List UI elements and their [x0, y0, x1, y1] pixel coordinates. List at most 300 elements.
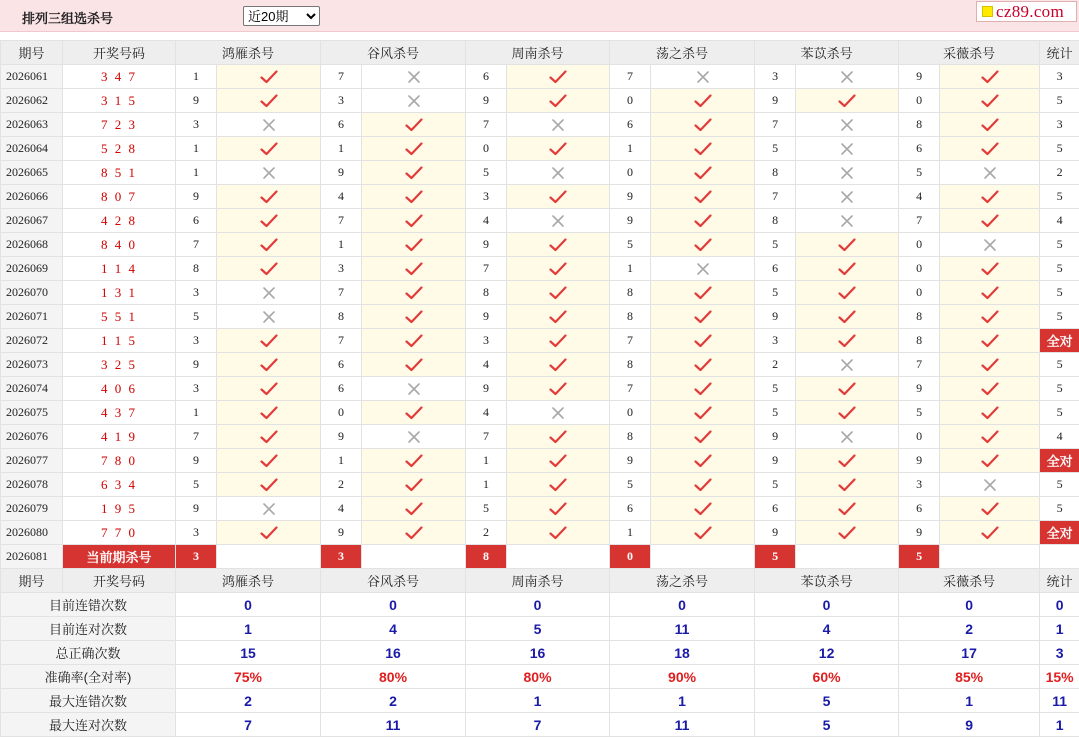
kill-number-cell: 5	[899, 401, 940, 425]
header-expert: 荡之杀号	[610, 41, 755, 65]
check-icon	[940, 425, 1040, 449]
kill-number-cell: 5	[899, 161, 940, 185]
kill-number-cell: 7	[755, 113, 796, 137]
table-row	[1, 257, 1079, 281]
kill-number-cell: 2	[321, 473, 362, 497]
table-row	[1, 521, 1079, 545]
kill-number-cell: 7	[610, 65, 651, 89]
check-icon	[217, 401, 321, 425]
period-cell: 2026066	[1, 185, 63, 209]
kill-number-cell: 9	[176, 449, 217, 473]
kill-number-cell: 9	[466, 233, 507, 257]
kill-number-cell: 3	[176, 113, 217, 137]
summary-label: 准确率(全对率)	[1, 665, 176, 689]
summary-row	[1, 665, 1079, 689]
kill-number-cell: 0	[321, 401, 362, 425]
kill-number-cell: 8	[176, 257, 217, 281]
kill-number-cell: 1	[176, 137, 217, 161]
cross-icon	[507, 209, 610, 233]
period-cell: 2026069	[1, 257, 63, 281]
kill-number-cell: 6	[610, 113, 651, 137]
kill-number-cell: 8	[321, 305, 362, 329]
summary-label: 总正确次数	[1, 641, 176, 665]
summary-value: 9	[899, 713, 1040, 737]
check-icon	[651, 521, 755, 545]
empty-cell	[217, 545, 321, 569]
check-icon	[217, 137, 321, 161]
draw-number-cell: 7 7 0	[63, 521, 176, 545]
current-kill-number: 5	[899, 545, 940, 569]
kill-number-cell: 7	[321, 281, 362, 305]
header-period: 期号	[1, 569, 63, 593]
check-icon	[362, 185, 466, 209]
check-icon	[507, 137, 610, 161]
kill-number-cell: 5	[755, 281, 796, 305]
check-icon	[940, 137, 1040, 161]
period-cell: 2026079	[1, 497, 63, 521]
table-row	[1, 185, 1079, 209]
period-cell: 2026061	[1, 65, 63, 89]
kill-number-cell: 9	[899, 521, 940, 545]
check-icon	[940, 257, 1040, 281]
draw-number-cell: 1 9 5	[63, 497, 176, 521]
period-cell: 2026068	[1, 233, 63, 257]
table-row	[1, 233, 1079, 257]
cross-icon	[796, 65, 899, 89]
range-select[interactable]	[243, 6, 320, 26]
kill-number-cell: 6	[321, 353, 362, 377]
summary-stat: 15%	[1040, 665, 1079, 689]
kill-number-cell: 9	[610, 209, 651, 233]
kill-number-cell: 1	[321, 233, 362, 257]
check-icon	[651, 425, 755, 449]
summary-stat: 0	[1040, 593, 1079, 617]
check-icon	[940, 497, 1040, 521]
kill-number-cell: 5	[466, 497, 507, 521]
kill-number-cell: 2	[755, 353, 796, 377]
summary-value: 1	[899, 689, 1040, 713]
summary-value: 1	[466, 689, 610, 713]
cross-icon	[796, 161, 899, 185]
draw-number-cell: 3 1 5	[63, 89, 176, 113]
draw-number-cell: 1 1 4	[63, 257, 176, 281]
stat-cell: 3	[1040, 65, 1079, 89]
kill-number-cell: 8	[755, 209, 796, 233]
draw-number-cell: 5 2 8	[63, 137, 176, 161]
header-expert: 鸿雁杀号	[176, 569, 321, 593]
check-icon	[507, 521, 610, 545]
cross-icon	[940, 233, 1040, 257]
check-icon	[651, 329, 755, 353]
kill-number-cell: 3	[321, 89, 362, 113]
check-icon	[796, 257, 899, 281]
cross-icon	[796, 425, 899, 449]
check-icon	[362, 137, 466, 161]
period-cell: 2026062	[1, 89, 63, 113]
kill-number-cell: 9	[176, 497, 217, 521]
check-icon	[362, 113, 466, 137]
summary-value: 15	[176, 641, 321, 665]
summary-value: 5	[466, 617, 610, 641]
summary-value: 4	[755, 617, 899, 641]
kill-number-cell: 3	[466, 329, 507, 353]
check-icon	[651, 209, 755, 233]
period-cell: 2026078	[1, 473, 63, 497]
table-row	[1, 281, 1079, 305]
kill-number-cell: 7	[466, 113, 507, 137]
kill-number-cell: 9	[899, 449, 940, 473]
header-expert: 鸿雁杀号	[176, 41, 321, 65]
period-cell: 2026070	[1, 281, 63, 305]
check-icon	[651, 185, 755, 209]
kill-number-cell: 0	[899, 425, 940, 449]
check-icon	[507, 185, 610, 209]
kill-number-cell: 9	[610, 185, 651, 209]
header-expert: 采薇杀号	[899, 41, 1040, 65]
check-icon	[651, 401, 755, 425]
cross-icon	[507, 161, 610, 185]
kill-number-cell: 8	[610, 305, 651, 329]
kill-number-cell: 3	[321, 257, 362, 281]
current-kill-number: 0	[610, 545, 651, 569]
check-icon	[217, 257, 321, 281]
kill-number-cell: 8	[610, 353, 651, 377]
check-icon	[507, 497, 610, 521]
check-icon	[651, 137, 755, 161]
summary-value: 2	[321, 689, 466, 713]
period-cell: 2026075	[1, 401, 63, 425]
check-icon	[651, 161, 755, 185]
kill-number-cell: 9	[321, 521, 362, 545]
kill-number-cell: 6	[466, 65, 507, 89]
kill-number-cell: 5	[176, 473, 217, 497]
kill-number-cell: 3	[176, 329, 217, 353]
summary-row	[1, 713, 1079, 737]
kill-number-cell: 7	[321, 65, 362, 89]
kill-number-cell: 4	[321, 185, 362, 209]
stat-cell: 4	[1040, 209, 1079, 233]
kill-number-cell: 0	[899, 281, 940, 305]
check-icon	[217, 521, 321, 545]
summary-value: 17	[899, 641, 1040, 665]
check-icon	[507, 377, 610, 401]
stat-cell: 5	[1040, 233, 1079, 257]
kill-number-cell: 5	[755, 473, 796, 497]
kill-number-cell: 9	[899, 377, 940, 401]
period-cell: 2026063	[1, 113, 63, 137]
period-cell: 2026080	[1, 521, 63, 545]
check-icon	[651, 233, 755, 257]
summary-value: 80%	[466, 665, 610, 689]
current-kill-number: 3	[321, 545, 362, 569]
kill-number-cell: 3	[899, 473, 940, 497]
check-icon	[362, 353, 466, 377]
header-expert: 谷风杀号	[321, 41, 466, 65]
kill-number-cell: 9	[176, 89, 217, 113]
kill-number-cell: 8	[610, 281, 651, 305]
summary-value: 11	[610, 617, 755, 641]
summary-value: 90%	[610, 665, 755, 689]
check-icon	[940, 281, 1040, 305]
kill-number-cell: 9	[466, 377, 507, 401]
check-icon	[507, 233, 610, 257]
kill-number-cell: 1	[610, 257, 651, 281]
table-row	[1, 377, 1079, 401]
kill-number-cell: 0	[610, 161, 651, 185]
cross-icon	[940, 161, 1040, 185]
kill-number-cell: 1	[466, 449, 507, 473]
empty-cell	[1040, 545, 1079, 569]
check-icon	[796, 329, 899, 353]
kill-number-cell: 3	[755, 65, 796, 89]
summary-label: 目前连错次数	[1, 593, 176, 617]
kill-number-cell: 1	[321, 137, 362, 161]
logo-square-icon	[982, 6, 993, 17]
kill-number-cell: 7	[755, 185, 796, 209]
stat-cell: 4	[1040, 425, 1079, 449]
cross-icon	[217, 281, 321, 305]
draw-number-cell: 7 2 3	[63, 113, 176, 137]
kill-number-cell: 7	[176, 233, 217, 257]
draw-number-cell: 3 4 7	[63, 65, 176, 89]
check-icon	[217, 377, 321, 401]
table-row	[1, 497, 1079, 521]
current-kill-number: 8	[466, 545, 507, 569]
cross-icon	[362, 65, 466, 89]
kill-number-cell: 0	[610, 89, 651, 113]
cross-icon	[217, 113, 321, 137]
kill-number-cell: 5	[755, 377, 796, 401]
empty-cell	[940, 545, 1040, 569]
summary-value: 85%	[899, 665, 1040, 689]
draw-number-cell: 8 5 1	[63, 161, 176, 185]
kill-number-table	[0, 40, 1079, 737]
cross-icon	[796, 353, 899, 377]
summary-value: 7	[176, 713, 321, 737]
stat-cell: 5	[1040, 305, 1079, 329]
stat-cell: 5	[1040, 257, 1079, 281]
kill-number-cell: 0	[466, 137, 507, 161]
stat-cell: 5	[1040, 185, 1079, 209]
kill-number-cell: 1	[466, 473, 507, 497]
header-stat: 统计	[1040, 569, 1079, 593]
draw-number-cell: 4 0 6	[63, 377, 176, 401]
table-row	[1, 113, 1079, 137]
check-icon	[362, 401, 466, 425]
cross-icon	[362, 425, 466, 449]
summary-value: 75%	[176, 665, 321, 689]
check-icon	[796, 305, 899, 329]
table-row	[1, 401, 1079, 425]
draw-number-cell: 6 3 4	[63, 473, 176, 497]
stat-cell: 5	[1040, 89, 1079, 113]
stat-cell: 5	[1040, 353, 1079, 377]
current-kill-number: 3	[176, 545, 217, 569]
kill-number-cell: 0	[610, 401, 651, 425]
kill-number-cell: 6	[176, 209, 217, 233]
check-icon	[362, 281, 466, 305]
table-row	[1, 305, 1079, 329]
check-icon	[507, 449, 610, 473]
summary-label: 最大连对次数	[1, 713, 176, 737]
summary-value: 16	[321, 641, 466, 665]
period-cell: 2026072	[1, 329, 63, 353]
kill-number-cell: 8	[755, 161, 796, 185]
check-icon	[940, 329, 1040, 353]
site-logo[interactable]	[976, 1, 1077, 22]
check-icon	[217, 425, 321, 449]
summary-stat: 3	[1040, 641, 1079, 665]
check-icon	[507, 281, 610, 305]
kill-number-cell: 9	[755, 89, 796, 113]
summary-stat: 11	[1040, 689, 1079, 713]
check-icon	[940, 377, 1040, 401]
draw-number-cell: 8 0 7	[63, 185, 176, 209]
summary-label: 目前连对次数	[1, 617, 176, 641]
table-row	[1, 473, 1079, 497]
header-expert: 苯苡杀号	[755, 569, 899, 593]
check-icon	[651, 113, 755, 137]
current-kill-label: 当前期杀号	[63, 545, 176, 569]
kill-number-cell: 6	[610, 497, 651, 521]
kill-number-cell: 6	[755, 497, 796, 521]
period-cell: 2026073	[1, 353, 63, 377]
kill-number-cell: 8	[899, 113, 940, 137]
current-kill-number: 5	[755, 545, 796, 569]
check-icon	[940, 353, 1040, 377]
check-icon	[217, 209, 321, 233]
current-period-row	[1, 545, 1079, 569]
cross-icon	[217, 161, 321, 185]
kill-number-cell: 7	[321, 329, 362, 353]
cross-icon	[940, 473, 1040, 497]
summary-value: 60%	[755, 665, 899, 689]
table-row	[1, 209, 1079, 233]
check-icon	[940, 449, 1040, 473]
kill-number-cell: 7	[899, 353, 940, 377]
kill-number-cell: 4	[466, 209, 507, 233]
cross-icon	[507, 113, 610, 137]
current-period-cell: 2026081	[1, 545, 63, 569]
stat-cell: 5	[1040, 497, 1079, 521]
check-icon	[796, 377, 899, 401]
period-cell: 2026064	[1, 137, 63, 161]
check-icon	[796, 401, 899, 425]
summary-label: 最大连错次数	[1, 689, 176, 713]
kill-number-cell: 7	[321, 209, 362, 233]
empty-cell	[362, 545, 466, 569]
kill-number-cell: 6	[755, 257, 796, 281]
kill-number-cell: 9	[176, 353, 217, 377]
check-icon	[651, 377, 755, 401]
kill-number-cell: 7	[610, 377, 651, 401]
header-draw: 开奖号码	[63, 569, 176, 593]
check-icon	[651, 449, 755, 473]
kill-number-cell: 7	[176, 425, 217, 449]
kill-number-cell: 6	[321, 377, 362, 401]
summary-row	[1, 641, 1079, 665]
period-cell: 2026067	[1, 209, 63, 233]
check-icon	[651, 473, 755, 497]
cross-icon	[217, 497, 321, 521]
draw-number-cell: 4 1 9	[63, 425, 176, 449]
check-icon	[507, 473, 610, 497]
top-header-row	[1, 41, 1079, 65]
kill-number-cell: 4	[899, 185, 940, 209]
summary-value: 4	[321, 617, 466, 641]
kill-number-cell: 5	[755, 233, 796, 257]
kill-number-cell: 7	[610, 329, 651, 353]
table-row	[1, 353, 1079, 377]
all-correct-badge: 全对	[1040, 449, 1079, 473]
stat-cell: 3	[1040, 113, 1079, 137]
check-icon	[651, 353, 755, 377]
summary-value: 0	[176, 593, 321, 617]
kill-number-cell: 8	[466, 281, 507, 305]
table-row	[1, 425, 1079, 449]
check-icon	[940, 113, 1040, 137]
summary-value: 16	[466, 641, 610, 665]
stat-cell: 2	[1040, 161, 1079, 185]
cross-icon	[796, 185, 899, 209]
cross-icon	[651, 257, 755, 281]
summary-value: 0	[755, 593, 899, 617]
summary-value: 5	[755, 689, 899, 713]
summary-value: 2	[176, 689, 321, 713]
bottom-header-row	[1, 569, 1079, 593]
summary-value: 7	[466, 713, 610, 737]
kill-number-cell: 3	[466, 185, 507, 209]
period-cell: 2026076	[1, 425, 63, 449]
stat-cell: 5	[1040, 377, 1079, 401]
kill-number-cell: 4	[321, 497, 362, 521]
empty-cell	[651, 545, 755, 569]
summary-value: 18	[610, 641, 755, 665]
period-cell: 2026071	[1, 305, 63, 329]
check-icon	[362, 329, 466, 353]
summary-value: 5	[755, 713, 899, 737]
check-icon	[217, 473, 321, 497]
check-icon	[362, 449, 466, 473]
check-icon	[217, 89, 321, 113]
table-row	[1, 89, 1079, 113]
cross-icon	[651, 65, 755, 89]
kill-number-cell: 9	[176, 185, 217, 209]
stat-cell: 5	[1040, 401, 1079, 425]
draw-number-cell: 4 3 7	[63, 401, 176, 425]
kill-number-cell: 9	[755, 305, 796, 329]
check-icon	[651, 497, 755, 521]
cross-icon	[796, 137, 899, 161]
stat-cell: 5	[1040, 473, 1079, 497]
table-row	[1, 161, 1079, 185]
check-icon	[507, 257, 610, 281]
kill-number-cell: 2	[466, 521, 507, 545]
cross-icon	[217, 305, 321, 329]
cross-icon	[796, 113, 899, 137]
header-expert: 荡之杀号	[610, 569, 755, 593]
kill-number-cell: 8	[610, 425, 651, 449]
check-icon	[217, 233, 321, 257]
check-icon	[217, 185, 321, 209]
summary-row	[1, 617, 1079, 641]
header-expert: 苯苡杀号	[755, 41, 899, 65]
check-icon	[796, 473, 899, 497]
kill-number-cell: 9	[755, 425, 796, 449]
header-expert: 采薇杀号	[899, 569, 1040, 593]
check-icon	[796, 497, 899, 521]
check-icon	[362, 257, 466, 281]
